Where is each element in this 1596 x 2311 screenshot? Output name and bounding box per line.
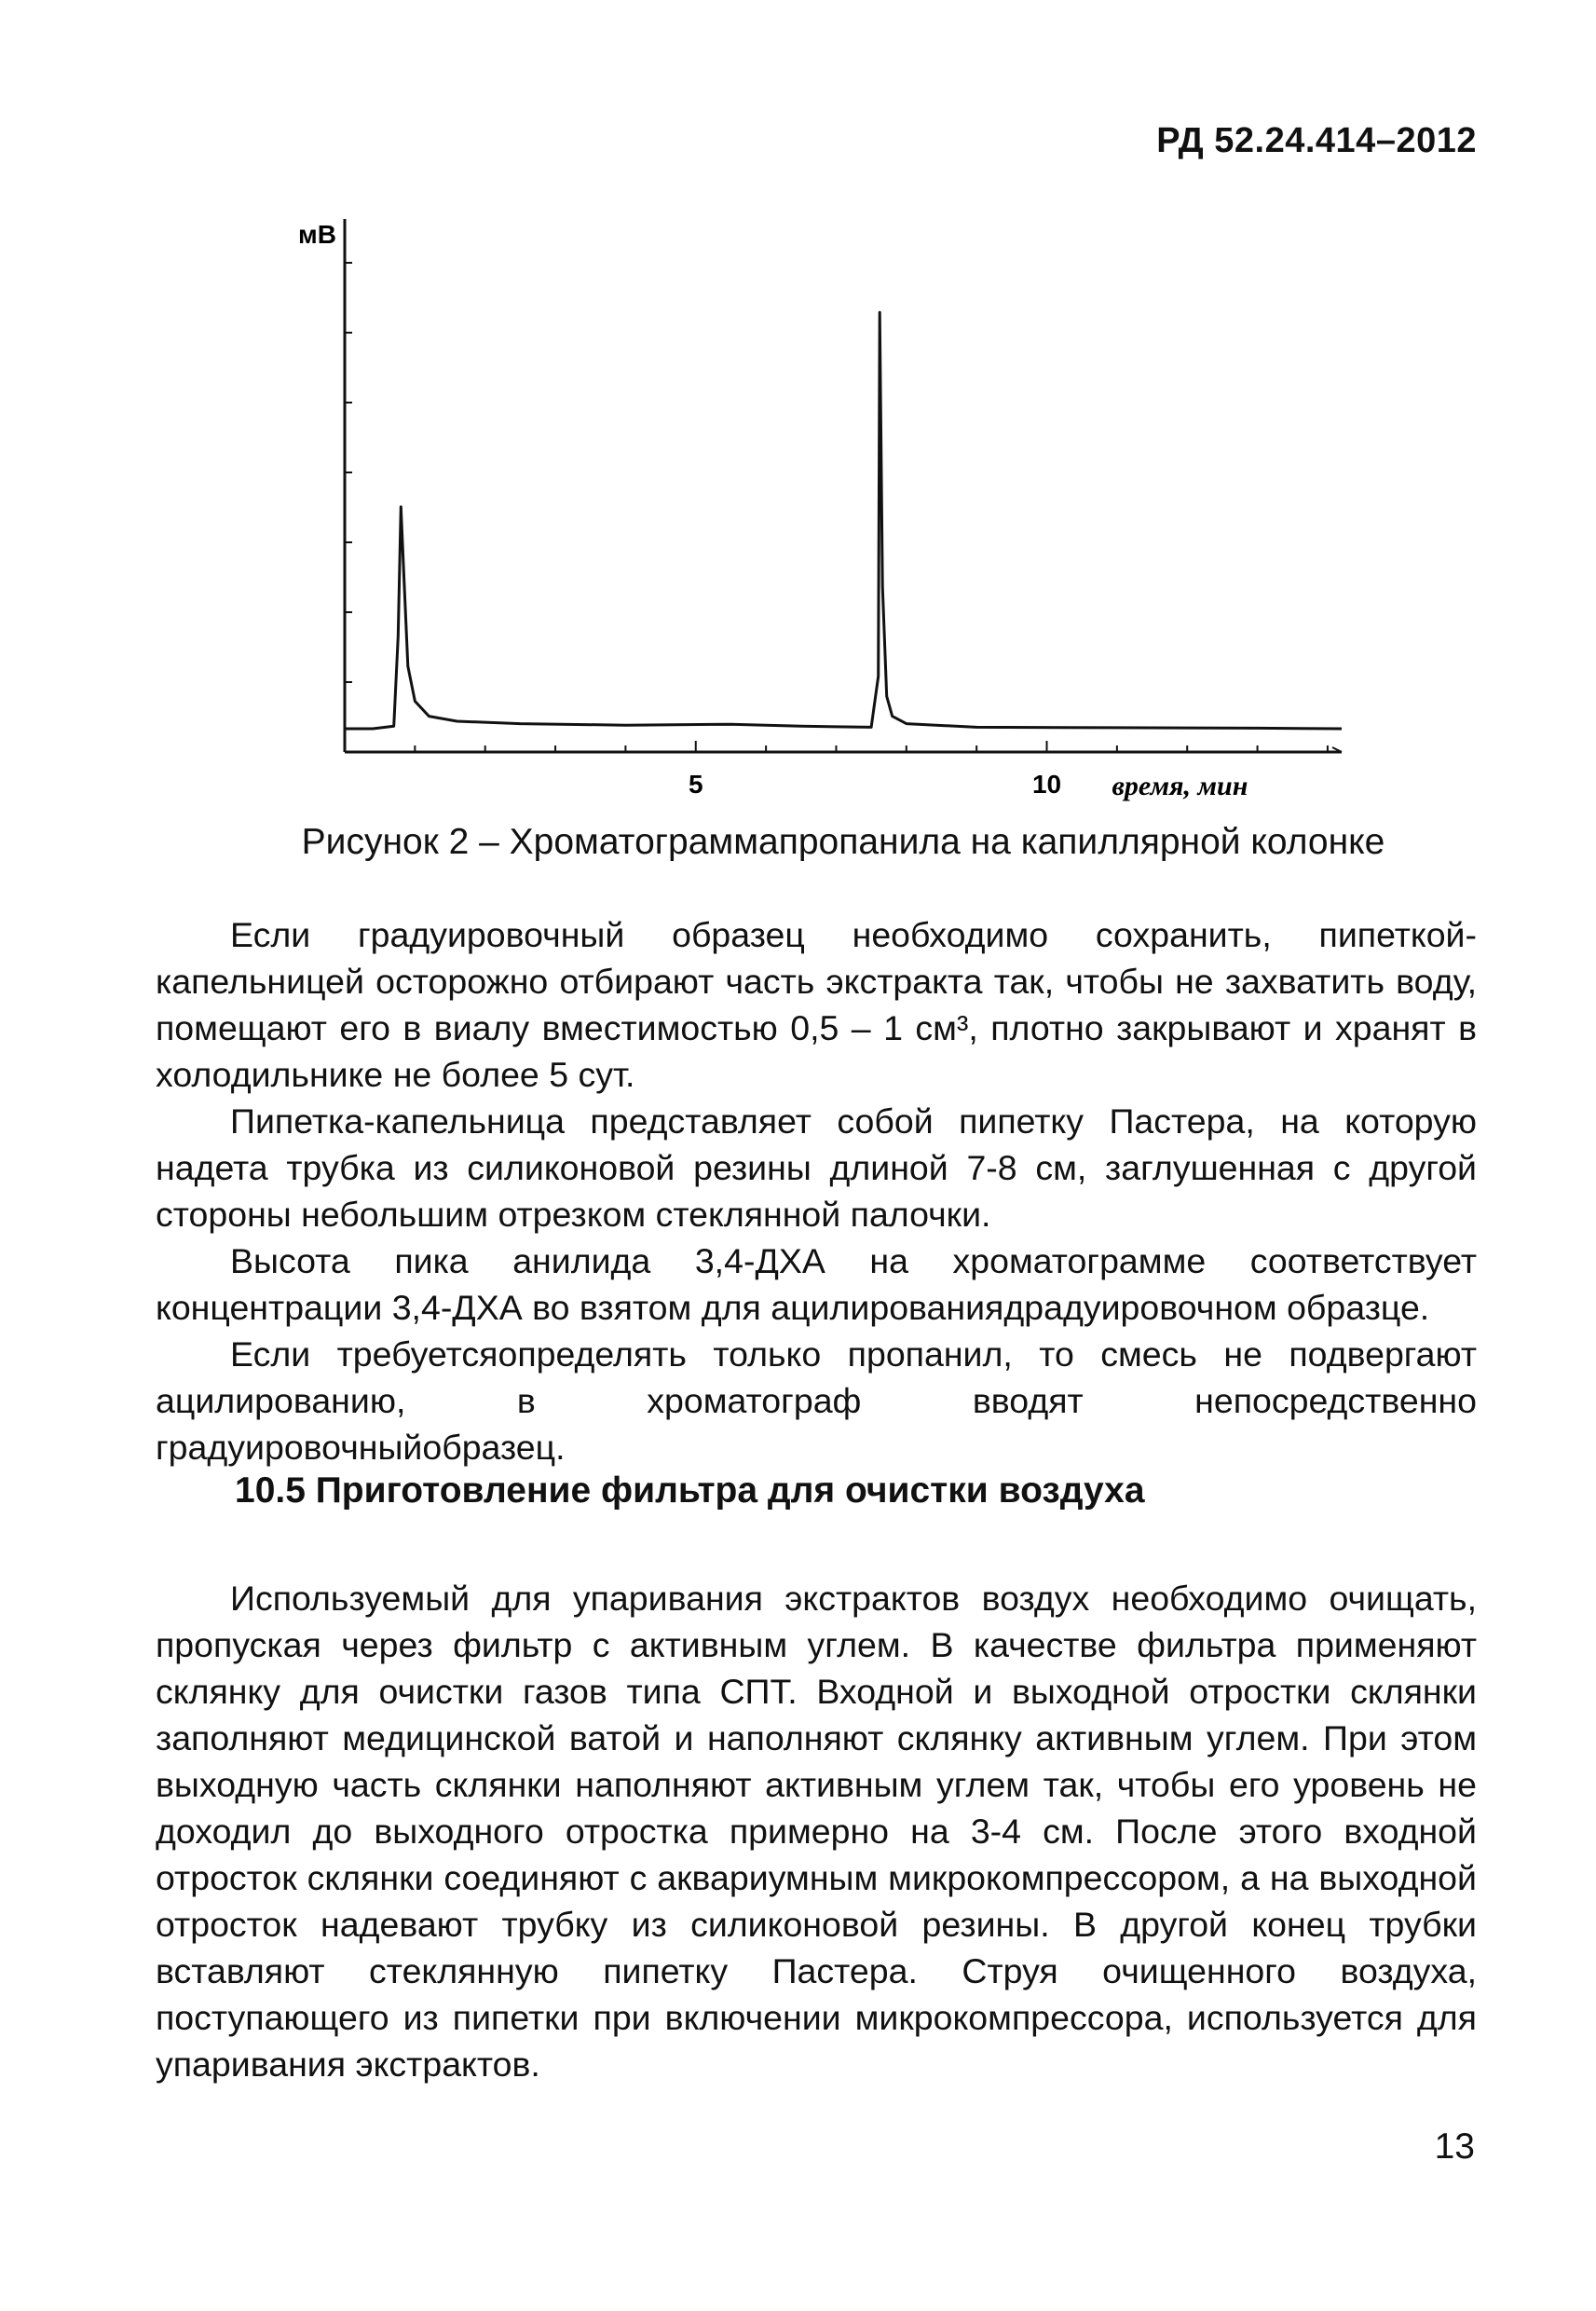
chart-ticks xyxy=(345,263,1342,752)
chromatogram-series-line xyxy=(345,312,1342,729)
text-block-2 xyxy=(156,1575,1477,2087)
text-block-1 xyxy=(156,911,1477,1470)
section-heading: 10.5 Приготовление фильтра для очистки воздуха xyxy=(235,1470,1145,1511)
page-number: 13 xyxy=(1434,2126,1475,2167)
x-tick-label-5: 5 xyxy=(688,770,703,799)
x-tick-label-10: 10 xyxy=(1031,770,1062,799)
chart-axes xyxy=(345,219,1342,752)
paragraph: Высота пика анилида 3,4-ДХА на хроматограмме соответствует концентрации 3,4-ДХА во взятом для ацилированиядрадуировочном образце. xyxy=(156,1241,1477,1327)
paragraph: Используемый для упаривания экстрактов воздух необходимо очищать, пропуская через фильтр с активным углем. В качестве фильтра применяют склянку для очистки газов типа СПТ. Входной и выходной отростки склянки заполняют медицинской ватой и наполняют склянку активным углем. При этом выходную часть склянки наполняют активным углем так, чтобы его уровень не доходил до выходного отростка примерно на 3-4 см. После этого входной отросток склянки соединяют с аквариумным микрокомпрессором, а на выходной отросток надевают трубку из силиконовой резины. В другой конец трубки вставляют стеклянную пипетку Пастера. Струя очищенного воздуха, поступающего из пипетки при включении микрокомпрессора, используется для упаривания экстрактов. xyxy=(156,1579,1477,2084)
chromatogram-figure xyxy=(280,210,1379,806)
paragraph: Пипетка-капельница представляет собой пипетку Пастера, на которую надета трубка из силиконовой резины длиной 7-8 см, заглушенная с другой стороны небольшим отрезком стеклянной палочки. xyxy=(156,1101,1477,1234)
paragraph: Если требуетсяопределять только пропанил, то смесь не подвергают ацилированию, в хроматограф вводят непосредственно градуировочныйобразец. xyxy=(156,1334,1477,1467)
x-axis-label: время, мин xyxy=(1112,771,1248,801)
chromatogram-chart xyxy=(280,210,1379,806)
paragraph: Если градуировочный образец необходимо сохранить, пипеткой-капельницей осторожно отбирают часть экстракта так, чтобы не захватить воду, помещают его в виалу вместимостью 0,5 – 1 см³, плотно закрывают и хранят в холодильнике не более 5 сут. xyxy=(156,915,1477,1094)
document-code: РД 52.24.414–2012 xyxy=(1156,121,1477,160)
figure-caption: Рисунок 2 – Хроматограммапропанила на капиллярной колонке xyxy=(301,822,1385,862)
y-axis-unit-label: мВ xyxy=(298,220,336,249)
